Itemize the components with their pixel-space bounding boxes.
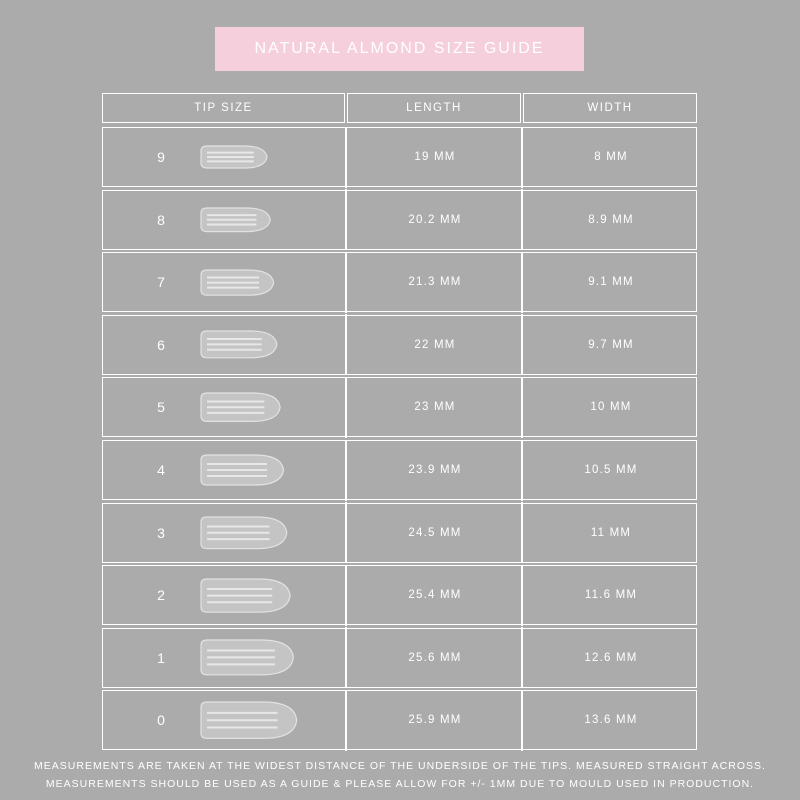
tip-size-number: 9 bbox=[157, 149, 165, 165]
almond-nail-tip-icon bbox=[198, 378, 283, 436]
width-value: 10 MM bbox=[590, 401, 632, 414]
footnote bbox=[0, 757, 800, 793]
title-banner bbox=[215, 27, 584, 71]
column-divider bbox=[345, 189, 347, 250]
length-value: 22 MM bbox=[414, 338, 456, 351]
length-value: 23 MM bbox=[414, 401, 456, 414]
page-title: NATURAL ALMOND SIZE GUIDE bbox=[254, 40, 545, 57]
column-divider bbox=[345, 314, 347, 375]
header-width: WIDTH bbox=[523, 93, 697, 123]
size-guide-table bbox=[102, 93, 697, 743]
table-row bbox=[102, 440, 697, 500]
length-value: 23.9 MM bbox=[408, 464, 462, 476]
column-divider bbox=[345, 127, 347, 188]
length-value: 19 MM bbox=[414, 151, 456, 163]
table-row bbox=[102, 252, 697, 312]
header-tip-size: TIP SIZE bbox=[102, 93, 345, 123]
footnote-line-2: MEASUREMENTS SHOULD BE USED AS A GUIDE & PLEASE ALLOW FOR +/- 1MM DUE TO MOULD USED IN PRODUCTION. bbox=[45, 778, 755, 790]
tip-size-number: 5 bbox=[157, 399, 165, 416]
table-row bbox=[102, 503, 697, 563]
width-value: 8 MM bbox=[594, 151, 628, 163]
width-value: 11 MM bbox=[590, 526, 632, 539]
almond-nail-tip-icon bbox=[198, 128, 270, 186]
column-divider bbox=[345, 440, 347, 501]
almond-nail-tip-icon bbox=[198, 504, 290, 562]
width-value: 12.6 MM bbox=[584, 651, 638, 664]
tip-size-number: 1 bbox=[157, 649, 165, 666]
almond-nail-tip-icon bbox=[198, 316, 280, 374]
table-row bbox=[102, 628, 697, 688]
tip-size-number: 2 bbox=[157, 587, 165, 604]
length-value: 25.9 MM bbox=[408, 714, 462, 727]
width-value: 11.6 MM bbox=[584, 589, 638, 602]
almond-nail-tip-icon bbox=[198, 441, 287, 499]
almond-nail-tip-icon bbox=[198, 253, 277, 311]
tip-size-number: 7 bbox=[157, 274, 165, 291]
width-value: 13.6 MM bbox=[584, 714, 638, 727]
tip-size-number: 6 bbox=[157, 336, 165, 353]
almond-nail-tip-icon bbox=[198, 566, 293, 624]
width-value: 8.9 MM bbox=[588, 213, 634, 226]
table-row bbox=[102, 377, 697, 437]
length-value: 24.5 MM bbox=[408, 526, 462, 539]
tip-size-number: 4 bbox=[157, 462, 165, 478]
column-divider bbox=[345, 690, 347, 751]
table-row bbox=[102, 565, 697, 625]
width-value: 9.1 MM bbox=[588, 276, 634, 289]
width-value: 10.5 MM bbox=[584, 464, 638, 476]
length-value: 25.6 MM bbox=[408, 651, 462, 664]
length-value: 20.2 MM bbox=[408, 213, 462, 226]
column-divider bbox=[345, 252, 347, 313]
length-value: 25.4 MM bbox=[408, 589, 462, 602]
almond-nail-tip-icon bbox=[198, 691, 300, 749]
column-divider bbox=[345, 377, 347, 438]
header-length: LENGTH bbox=[347, 93, 521, 123]
table-row bbox=[102, 127, 697, 187]
footnote-line-1: MEASUREMENTS ARE TAKEN AT THE WIDEST DISTANCE OF THE UNDERSIDE OF THE TIPS. MEASURED STRAIGHT ACROSS. bbox=[34, 760, 766, 772]
column-divider bbox=[345, 627, 347, 688]
almond-nail-tip-icon bbox=[198, 629, 296, 687]
tip-size-number: 8 bbox=[157, 211, 165, 228]
length-value: 21.3 MM bbox=[408, 276, 462, 289]
table-row bbox=[102, 690, 697, 750]
tip-size-number: 0 bbox=[157, 712, 165, 729]
almond-nail-tip-icon bbox=[198, 191, 273, 249]
column-divider bbox=[345, 565, 347, 626]
column-divider bbox=[345, 502, 347, 563]
width-value: 9.7 MM bbox=[588, 338, 634, 351]
tip-size-number: 3 bbox=[157, 524, 165, 541]
table-row bbox=[102, 315, 697, 375]
table-row bbox=[102, 190, 697, 250]
